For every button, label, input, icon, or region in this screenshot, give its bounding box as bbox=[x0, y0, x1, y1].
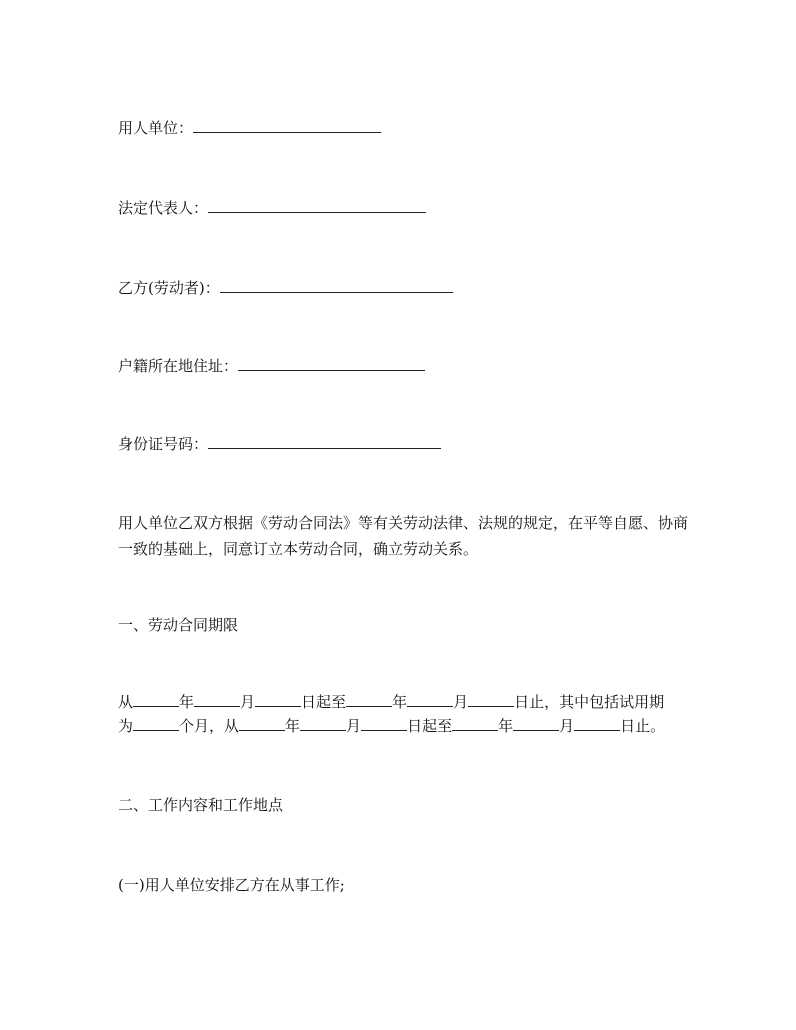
intro-paragraph: 用人单位乙双方根据《劳动合同法》等有关劳动法律、法规的规定，在平等自愿、协商一致的基础上，同意订立本劳动合同，确立劳动关系。 bbox=[118, 514, 689, 558]
term-text: 月 bbox=[559, 717, 575, 735]
term-text: 日起至 bbox=[407, 717, 453, 735]
term-text: 年 bbox=[498, 717, 514, 735]
household-address-field bbox=[118, 356, 425, 376]
term-blank[interactable] bbox=[133, 716, 179, 731]
term-text: 年 bbox=[285, 717, 301, 735]
employer-blank[interactable] bbox=[193, 118, 381, 133]
party-b-blank[interactable] bbox=[220, 278, 453, 293]
section-2-item-1: (一)用人单位安排乙方在从事工作; bbox=[118, 876, 345, 894]
term-line-2 bbox=[118, 716, 665, 736]
term-text: 月 bbox=[453, 693, 469, 711]
employer-label: 用人单位： bbox=[118, 119, 194, 137]
term-text: 月 bbox=[240, 693, 256, 711]
term-blank[interactable] bbox=[300, 716, 346, 731]
id-number-label: 身份证号码： bbox=[118, 435, 209, 453]
term-blank[interactable] bbox=[133, 692, 179, 707]
party-b-label: 乙方(劳动者)： bbox=[118, 279, 220, 297]
term-blank[interactable] bbox=[468, 692, 514, 707]
party-b-field bbox=[118, 278, 453, 298]
term-text: 为 bbox=[118, 717, 134, 735]
term-text: 年 bbox=[392, 693, 408, 711]
term-line-1 bbox=[118, 692, 664, 712]
term-blank[interactable] bbox=[255, 692, 301, 707]
term-text: 个月，从 bbox=[179, 717, 240, 735]
term-blank[interactable] bbox=[574, 716, 620, 731]
term-blank[interactable] bbox=[361, 716, 407, 731]
term-text: 月 bbox=[346, 717, 362, 735]
term-blank[interactable] bbox=[239, 716, 285, 731]
representative-field bbox=[118, 198, 426, 218]
term-text: 年 bbox=[179, 693, 195, 711]
employer-field bbox=[118, 118, 381, 138]
representative-blank[interactable] bbox=[208, 198, 426, 213]
section-2-heading: 二、工作内容和工作地点 bbox=[118, 796, 284, 814]
term-text: 从 bbox=[118, 693, 134, 711]
term-blank[interactable] bbox=[452, 716, 498, 731]
term-blank[interactable] bbox=[513, 716, 559, 731]
representative-label: 法定代表人： bbox=[118, 199, 209, 217]
section-1-heading: 一、劳动合同期限 bbox=[118, 616, 239, 634]
id-number-field bbox=[118, 434, 441, 454]
term-blank[interactable] bbox=[407, 692, 453, 707]
id-number-blank[interactable] bbox=[208, 434, 441, 449]
term-text: 日止，其中包括试用期 bbox=[514, 693, 665, 711]
term-text: 日起至 bbox=[301, 693, 347, 711]
term-blank[interactable] bbox=[346, 692, 392, 707]
term-blank[interactable] bbox=[194, 692, 240, 707]
household-address-blank[interactable] bbox=[238, 356, 425, 371]
household-address-label: 户籍所在地住址： bbox=[118, 357, 239, 375]
term-text: 日止。 bbox=[620, 717, 666, 735]
